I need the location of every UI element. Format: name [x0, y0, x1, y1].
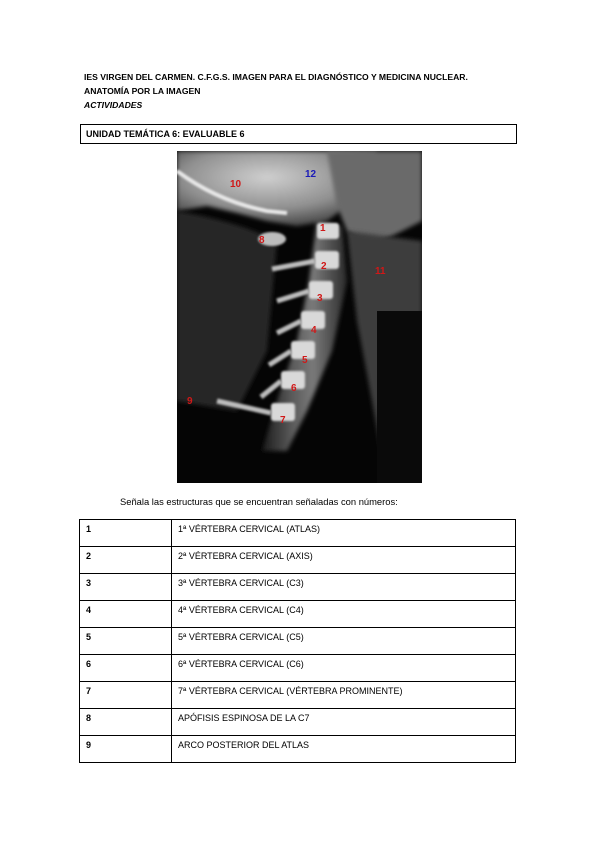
unit-title-box — [80, 124, 517, 144]
answers-table — [79, 519, 516, 763]
xray-label-6: 6 — [291, 383, 297, 394]
xray-label-3: 3 — [317, 293, 323, 304]
answer-number: 9 — [80, 736, 172, 763]
table-row — [80, 682, 516, 709]
table-row — [80, 709, 516, 736]
table-row — [80, 574, 516, 601]
answer-number: 4 — [80, 601, 172, 628]
xray-label-8: 8 — [259, 235, 265, 246]
answer-text: APÓFISIS ESPINOSA DE LA C7 — [172, 709, 516, 736]
document-header — [84, 70, 524, 112]
answer-number: 5 — [80, 628, 172, 655]
xray-label-9: 9 — [187, 396, 193, 407]
header-subject: ANATOMÍA POR LA IMAGEN — [84, 86, 201, 96]
xray-label-4: 4 — [311, 325, 317, 336]
xray-label-7: 7 — [280, 415, 286, 426]
answer-number: 6 — [80, 655, 172, 682]
table-row — [80, 655, 516, 682]
cervical-xray-image — [177, 151, 422, 483]
answer-text: 3ª VÉRTEBRA CERVICAL (C3) — [172, 574, 516, 601]
answer-number: 2 — [80, 547, 172, 574]
table-row — [80, 628, 516, 655]
answer-number: 1 — [80, 520, 172, 547]
answer-text: 1ª VÉRTEBRA CERVICAL (ATLAS) — [172, 520, 516, 547]
answer-number: 8 — [80, 709, 172, 736]
answer-text: 2ª VÉRTEBRA CERVICAL (AXIS) — [172, 547, 516, 574]
table-row — [80, 547, 516, 574]
answer-text: 7ª VÉRTEBRA CERVICAL (VÉRTEBRA PROMINENTE) — [172, 682, 516, 709]
unit-title: UNIDAD TEMÁTICA 6: EVALUABLE 6 — [86, 129, 245, 139]
instruction-text: Señala las estructuras que se encuentran señaladas con números: — [120, 496, 398, 507]
table-row — [80, 520, 516, 547]
table-row — [80, 736, 516, 763]
xray-label-10: 10 — [230, 179, 242, 190]
header-institution: IES VIRGEN DEL CARMEN. C.F.G.S. IMAGEN PARA EL DIAGNÓSTICO Y MEDICINA NUCLEAR. — [84, 72, 468, 82]
header-activities: ACTIVIDADES — [84, 100, 143, 110]
answer-number: 3 — [80, 574, 172, 601]
answer-text: 6ª VÉRTEBRA CERVICAL (C6) — [172, 655, 516, 682]
xray-label-2: 2 — [321, 261, 327, 272]
xray-label-11: 11 — [375, 266, 386, 277]
answer-text: 5ª VÉRTEBRA CERVICAL (C5) — [172, 628, 516, 655]
answer-number: 7 — [80, 682, 172, 709]
xray-label-5: 5 — [302, 355, 308, 366]
xray-label-1: 1 — [320, 223, 326, 234]
answer-text: ARCO POSTERIOR DEL ATLAS — [172, 736, 516, 763]
xray-svg — [177, 151, 422, 483]
answer-text: 4ª VÉRTEBRA CERVICAL (C4) — [172, 601, 516, 628]
table-row — [80, 601, 516, 628]
xray-label-12: 12 — [305, 169, 317, 180]
